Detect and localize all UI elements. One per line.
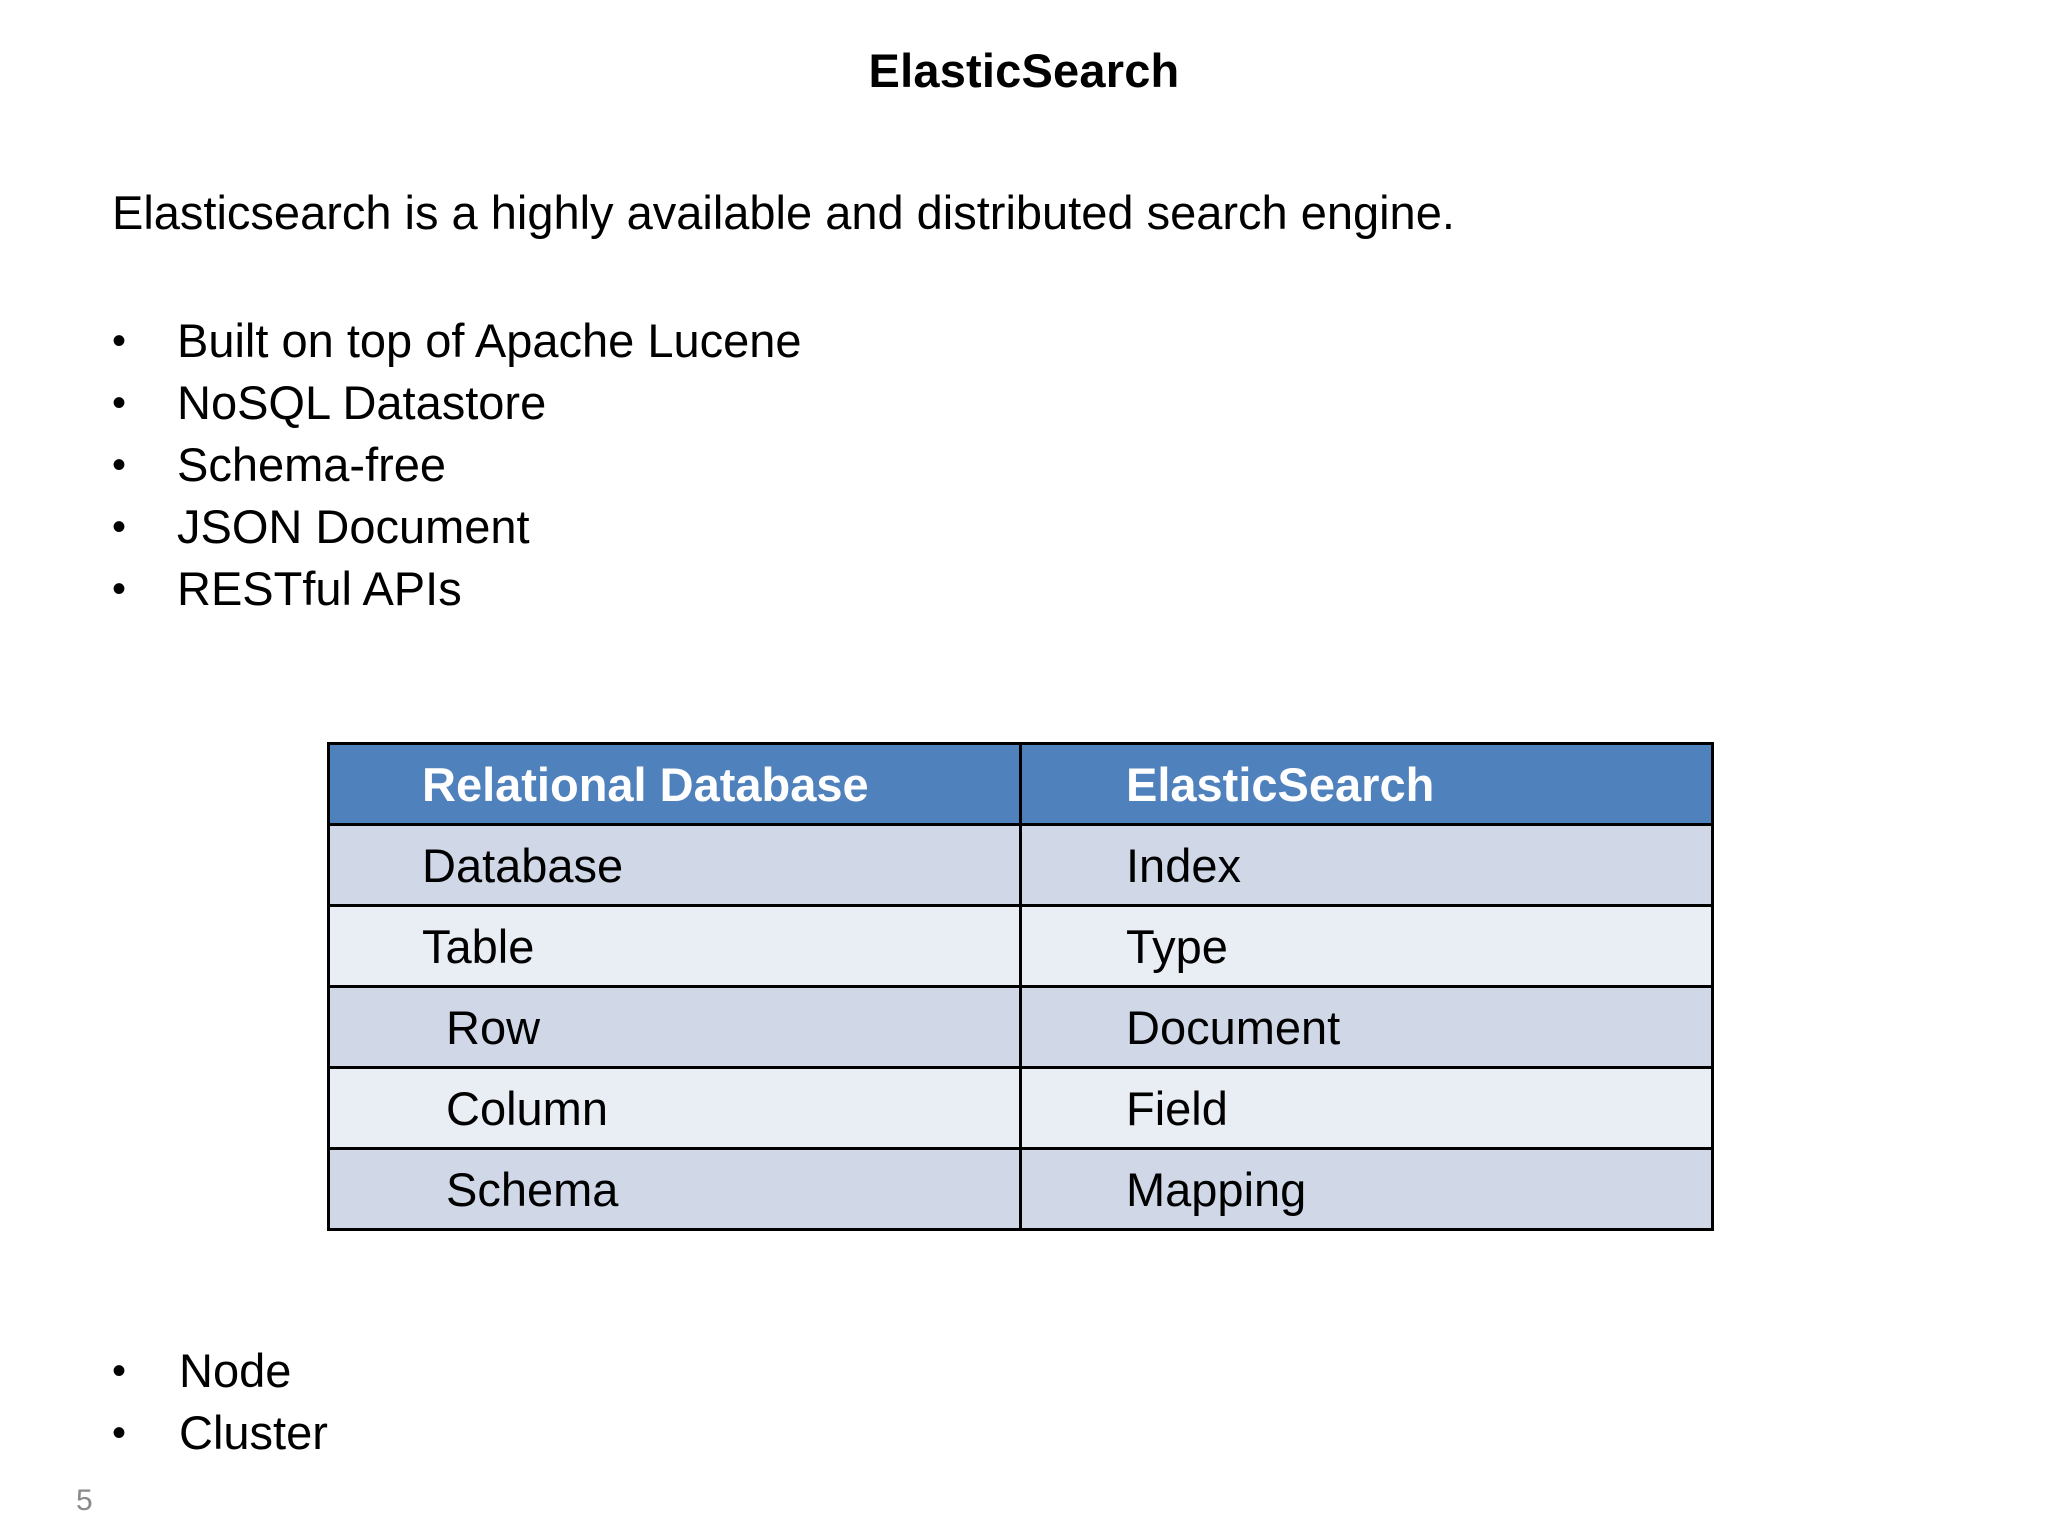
bullet-icon: • bbox=[112, 319, 127, 363]
feature-text: JSON Document bbox=[177, 500, 530, 553]
relational-term-cell: Schema bbox=[329, 1149, 1021, 1230]
table-row bbox=[329, 906, 1713, 987]
table-header-row bbox=[329, 744, 1713, 825]
bullet-icon: • bbox=[112, 443, 127, 487]
elasticsearch-term-cell: Mapping bbox=[1021, 1149, 1713, 1230]
elasticsearch-term-cell: Document bbox=[1021, 987, 1713, 1068]
elasticsearch-term-cell: Type bbox=[1021, 906, 1713, 987]
comparison-table bbox=[327, 742, 1714, 1231]
header-relational-database: Relational Database bbox=[329, 744, 1021, 825]
elasticsearch-term-cell: Field bbox=[1021, 1068, 1713, 1149]
table-row bbox=[329, 1149, 1713, 1230]
bullet-icon: • bbox=[112, 1411, 127, 1455]
relational-term-cell: Database bbox=[329, 825, 1021, 906]
bullet-icon: • bbox=[112, 567, 127, 611]
relational-term-cell: Column bbox=[329, 1068, 1021, 1149]
table-row bbox=[329, 825, 1713, 906]
concept-text: Node bbox=[179, 1344, 292, 1397]
header-elasticsearch: ElasticSearch bbox=[1021, 744, 1713, 825]
intro-text: Elasticsearch is a highly available and distributed search engine. bbox=[112, 186, 1455, 239]
concept-text: Cluster bbox=[179, 1406, 328, 1459]
bullet-icon: • bbox=[112, 505, 127, 549]
slide-title: ElasticSearch bbox=[868, 44, 1180, 97]
elasticsearch-term-cell: Index bbox=[1021, 825, 1713, 906]
feature-text: Schema-free bbox=[177, 438, 447, 491]
feature-text: RESTful APIs bbox=[177, 562, 462, 615]
relational-term-cell: Row bbox=[329, 987, 1021, 1068]
feature-text: NoSQL Datastore bbox=[177, 376, 547, 429]
bullet-icon: • bbox=[112, 381, 127, 425]
bullet-icon: • bbox=[112, 1349, 127, 1393]
relational-term-cell: Table bbox=[329, 906, 1021, 987]
table-row bbox=[329, 987, 1713, 1068]
feature-text: Built on top of Apache Lucene bbox=[177, 314, 802, 367]
page-number: 5 bbox=[76, 1484, 93, 1517]
table-row bbox=[329, 1068, 1713, 1149]
